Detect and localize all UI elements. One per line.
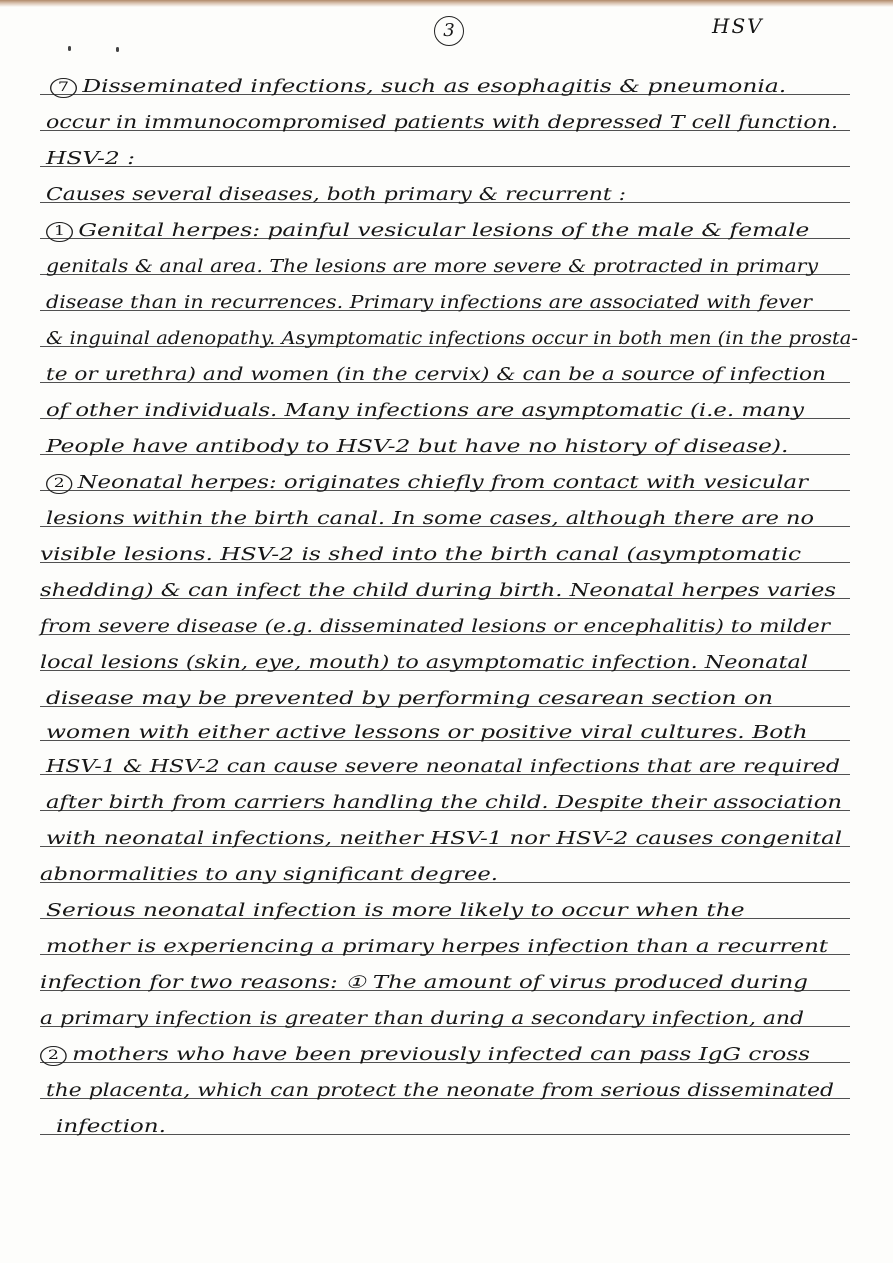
note-text: mother is experiencing a primary herpes infection than a recurrent xyxy=(46,937,828,957)
note-text: & inguinal adenopathy. Asymptomatic infections occur in both men (in the prosta- xyxy=(46,329,858,349)
note-line xyxy=(40,576,836,606)
note-text: shedding) & can infect the child during birth. Neonatal herpes varies xyxy=(40,581,836,601)
note-text: disease may be prevented by performing cesarean section on xyxy=(46,689,774,709)
note-text: People have antibody to HSV-2 but have no history of disease). xyxy=(46,437,789,457)
note-line xyxy=(46,252,818,282)
note-line xyxy=(46,324,858,354)
note-line xyxy=(46,432,789,462)
note-text: women with either active lessons or positive viral cultures. Both xyxy=(46,723,808,743)
note-text: lesions within the birth canal. In some cases, although there are no xyxy=(46,509,814,529)
note-text: occur in immunocompromised patients with depressed T cell function. xyxy=(46,113,838,133)
note-text: after birth from carriers handling the child. Despite their association xyxy=(46,793,842,813)
note-text: infection for two reasons: ① The amount of virus produced during xyxy=(40,973,808,993)
note-text: mothers who have been previously infected can pass IgG cross xyxy=(72,1045,810,1065)
page-topic-title: HSV xyxy=(712,14,764,38)
note-line xyxy=(46,752,841,782)
item-number-marker: 2 xyxy=(46,474,72,494)
note-text: genitals & anal area. The lesions are more severe & protracted in primary xyxy=(46,257,818,277)
note-line xyxy=(40,860,499,890)
note-line xyxy=(46,896,745,926)
note-text: a primary infection is greater than during a secondary infection, and xyxy=(40,1009,805,1029)
note-line xyxy=(46,684,774,714)
note-text: Genital herpes: painful vesicular lesions of the male & female xyxy=(78,221,810,241)
item-number-marker: 1 xyxy=(46,222,73,242)
note-text: from severe disease (e.g. disseminated lesions or encephalitis) to milder xyxy=(40,617,830,637)
note-text: HSV-2 : xyxy=(46,149,136,169)
note-line xyxy=(46,824,842,854)
note-line xyxy=(50,72,787,102)
note-line xyxy=(46,468,808,498)
note-line xyxy=(40,612,830,642)
note-line xyxy=(46,504,814,534)
note-text: infection. xyxy=(56,1117,166,1137)
ink-speck xyxy=(116,47,119,52)
note-text: with neonatal infections, neither HSV-1 nor HSV-2 causes congenital xyxy=(46,829,842,849)
note-text: te or urethra) and women (in the cervix) & can be a source of infection xyxy=(46,365,826,385)
note-line xyxy=(46,360,826,390)
note-text: abnormalities to any significant degree. xyxy=(40,865,499,885)
item-number-marker: 7 xyxy=(50,78,77,98)
note-line xyxy=(46,144,136,174)
ruled-line xyxy=(40,166,850,167)
note-line xyxy=(46,718,808,748)
note-line xyxy=(46,788,842,818)
note-line xyxy=(40,1040,810,1070)
note-line xyxy=(46,216,810,246)
note-line xyxy=(40,968,808,998)
note-line xyxy=(40,540,802,570)
note-line xyxy=(46,108,838,138)
note-text: the placenta, which can protect the neonate from serious disseminated xyxy=(46,1081,834,1101)
note-text: HSV-1 & HSV-2 can cause severe neonatal infections that are required xyxy=(46,757,841,777)
note-line xyxy=(40,648,808,678)
note-line xyxy=(46,180,626,210)
note-line xyxy=(40,1004,805,1034)
page-number: 3 xyxy=(434,16,464,46)
page-top-edge xyxy=(0,0,893,7)
note-line xyxy=(46,932,828,962)
note-line xyxy=(46,396,804,426)
note-text: local lesions (skin, eye, mouth) to asymptomatic infection. Neonatal xyxy=(40,653,808,673)
note-text: Disseminated infections, such as esophagitis & pneumonia. xyxy=(82,77,787,97)
note-text: Serious neonatal infection is more likely to occur when the xyxy=(46,901,745,921)
note-line xyxy=(46,288,812,318)
note-line xyxy=(46,1076,834,1106)
note-text: of other individuals. Many infections are asymptomatic (i.e. many xyxy=(46,401,804,421)
note-text: disease than in recurrences. Primary infections are associated with fever xyxy=(46,293,812,313)
note-text: visible lesions. HSV-2 is shed into the birth canal (asymptomatic xyxy=(40,545,802,565)
note-text: Causes several diseases, both primary & recurrent : xyxy=(46,185,626,205)
note-line xyxy=(56,1112,166,1142)
ink-speck xyxy=(68,46,71,51)
item-number-marker: 2 xyxy=(40,1046,67,1066)
note-text: Neonatal herpes: originates chiefly from contact with vesicular xyxy=(77,473,808,493)
